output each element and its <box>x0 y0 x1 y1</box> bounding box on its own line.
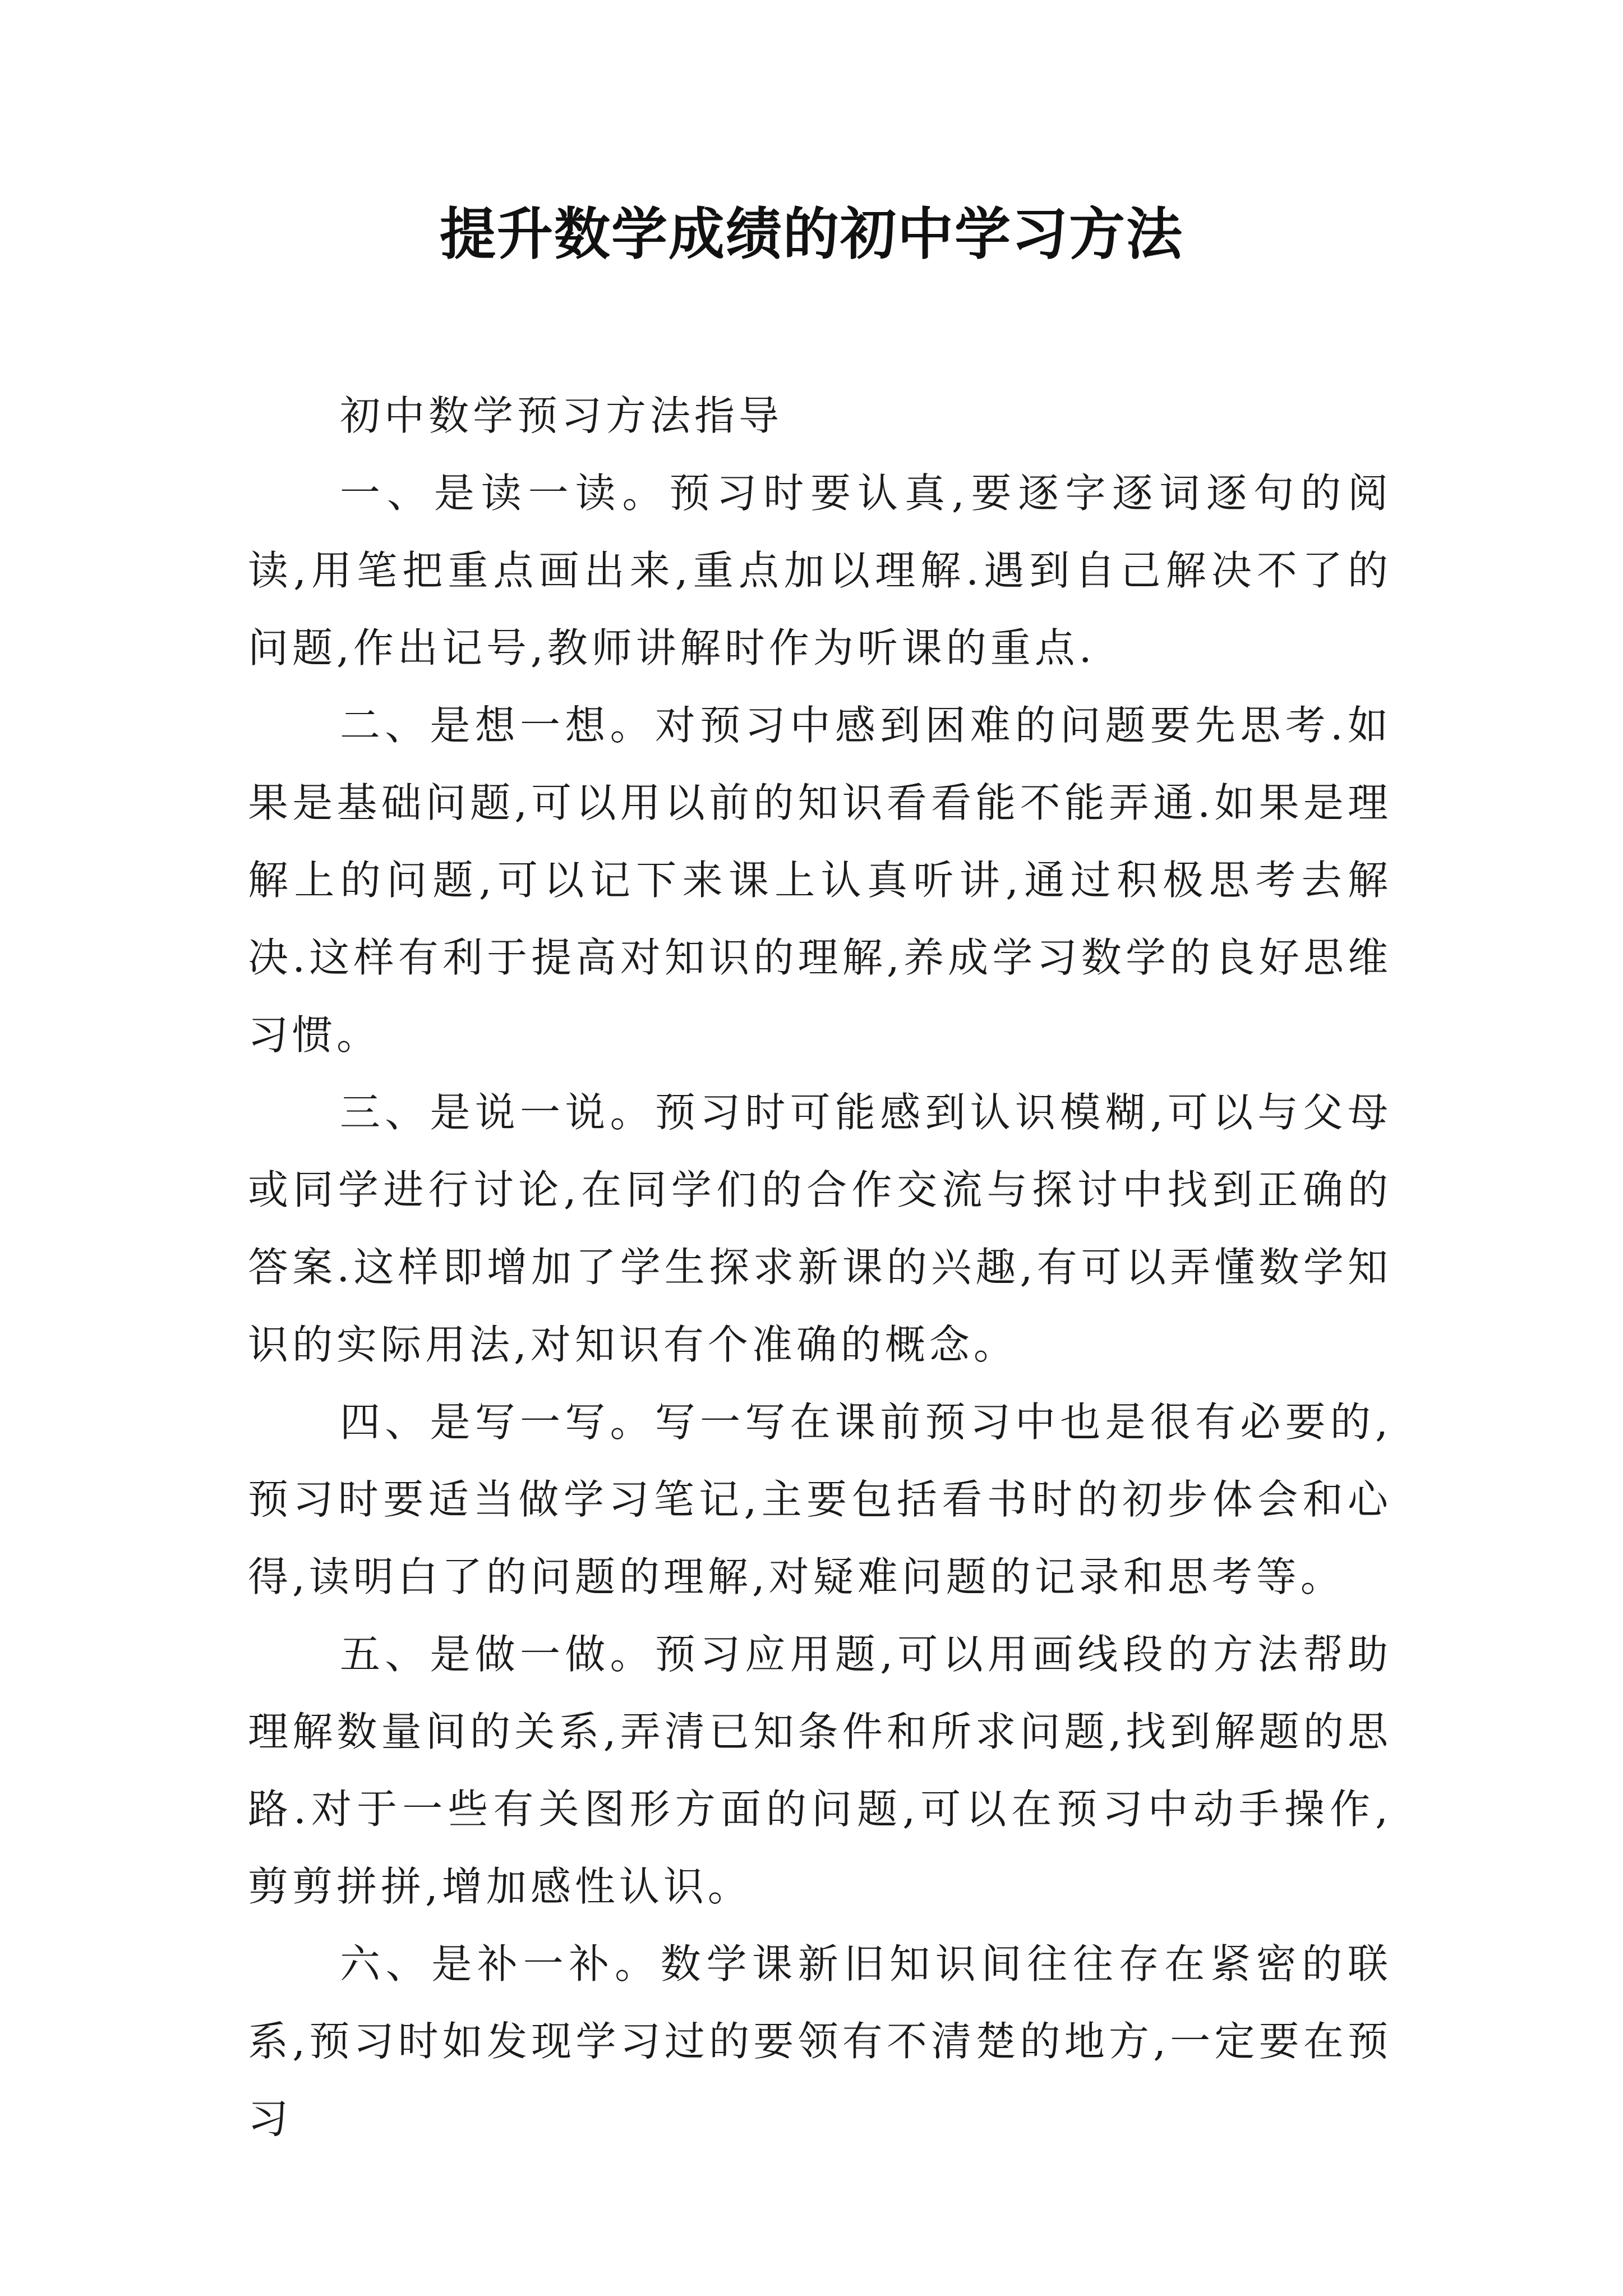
paragraph-4: 四、是写一写。写一写在课前预习中也是很有必要的,预习时要适当做学习笔记,主要包括看书时的初步体会和心得,读明白了的问题的理解,对疑难问题的记录和思考等。 <box>248 1398 1392 1600</box>
paragraph-1: 一、是读一读。预习时要认真,要逐字逐词逐句的阅读,用笔把重点画出来,重点加以理解.遇到自己解决不了的问题,作出记号,教师讲解时作为听课的重点. <box>248 470 1392 671</box>
paragraph-2: 二、是想一想。对预习中感到困难的问题要先思考.如果是基础问题,可以用以前的知识看看能不能弄通.如果是理解上的问题,可以记下来课上认真听讲,通过积极思考去解决.这样有利于提高对知识的理解,养成学习数学的良好思维习惯。 <box>248 702 1392 1059</box>
paragraph-3: 三、是说一说。预习时可能感到认识模糊,可以与父母或同学进行讨论,在同学们的合作交流与探讨中找到正确的答案.这样即增加了学生探求新课的兴趣,有可以弄懂数学知识的实际用法,对知识有个准确的概念。 <box>248 1089 1392 1368</box>
document-body <box>248 377 1392 2157</box>
paragraph-5: 五、是做一做。预习应用题,可以用画线段的方法帮助理解数量间的关系,弄清已知条件和所求问题,找到解题的思路.对于一些有关图形方面的问题,可以在预习中动手操作,剪剪拼拼,增加感性认识。 <box>248 1631 1392 1910</box>
paragraph-6: 六、是补一补。数学课新旧知识间往往存在紧密的联系,预习时如发现学习过的要领有不清楚的地方,一定要在预习 <box>248 1940 1392 2142</box>
document-title: 提升数学成绩的初中学习方法 <box>440 201 1183 267</box>
paragraph-subtitle: 初中数学预习方法指导 <box>340 392 783 439</box>
